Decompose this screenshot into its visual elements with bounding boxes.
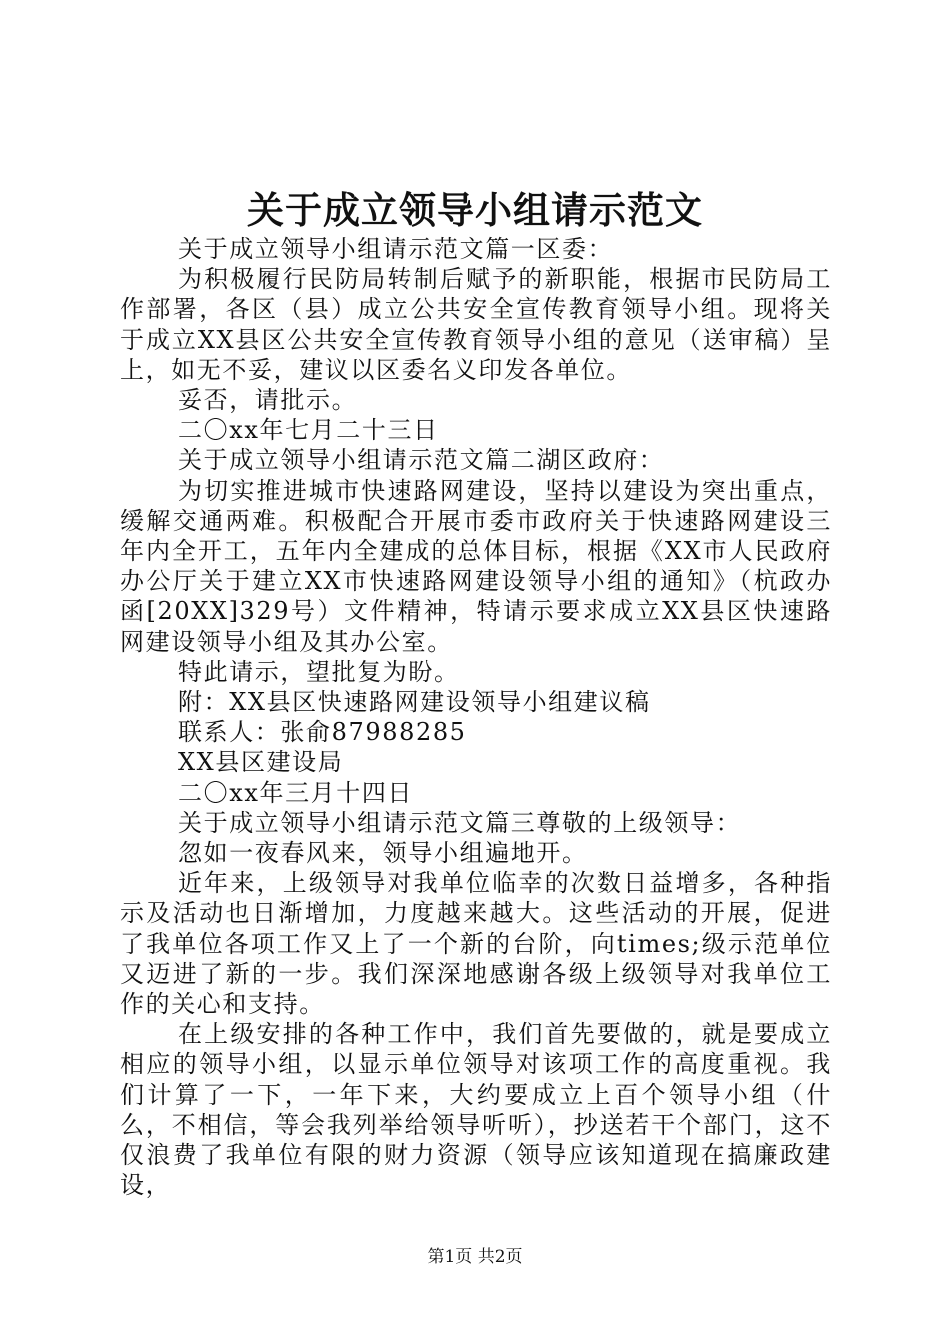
paragraph: 关于成立领导小组请示范文篇一区委： [178,235,614,263]
paragraph: 妥否，请批示。 [178,386,358,415]
document-title: 关于成立领导小组请示范文 [247,188,703,232]
paragraph: 在上级安排的各种工作中，我们首先要做的，就是要成立相应的领导小组，以显示单位领导对该项工作的高度重视。我们计算了一下，一年下来，大约要成立上百个领导小组（什么，不相信，等会我列举给领导听听），抄送若干个部门，这不仅浪费了我单位有限的财力资源（领导应该知道现在搞廉政建设， [120,1020,832,1200]
document-body [120,234,832,1201]
paragraph: 为积极履行民防局转制后赋予的新职能，根据市民防局工作部署，各区（县）成立公共安全宣传教育领导小组。现将关于成立XX县区公共安全宣传教育领导小组的意见（送审稿）呈上，如无不妥，建议以区委名义印发各单位。 [120,265,832,384]
page-footer: 第1页 共2页 [427,1247,523,1267]
paragraph: 忽如一夜春风来，领导小组遍地开。 [178,839,588,868]
paragraph: XX县区建设局 [178,748,344,777]
paragraph: 二〇xx年七月二十三日 [178,416,439,445]
paragraph: 关于成立领导小组请示范文篇二湖区政府： [178,446,665,475]
paragraph: 近年来，上级领导对我单位临幸的次数日益增多，各种指示及活动也日渐增加，力度越来越大。这些活动的开展，促进了我单位各项工作又上了一个新的台阶，向times;级示范单位又迈进了新的一步。我们深深地感谢各级上级领导对我单位工作的关心和支持。 [120,869,832,1019]
paragraph: 为切实推进城市快速路网建设，坚持以建设为突出重点，缓解交通两难。积极配合开展市委市政府关于快速路网建设三年内全开工，五年内全建成的总体目标，根据《XX市人民政府办公厅关于建立XX市快速路网建设领导小组的通知》（杭政办函[20XX]329号）文件精神，特请示要求成立XX县区快速路网建设领导小组及其办公室。 [120,476,832,656]
paragraph: 特此请示，望批复为盼。 [178,657,460,686]
paragraph: 二〇xx年三月十四日 [178,778,414,807]
paragraph: 联系人：张俞87988285 [178,718,467,747]
paragraph: 关于成立领导小组请示范文篇三尊敬的上级领导： [178,808,742,837]
paragraph: 附：XX县区快速路网建设领导小组建议稿 [178,688,651,717]
